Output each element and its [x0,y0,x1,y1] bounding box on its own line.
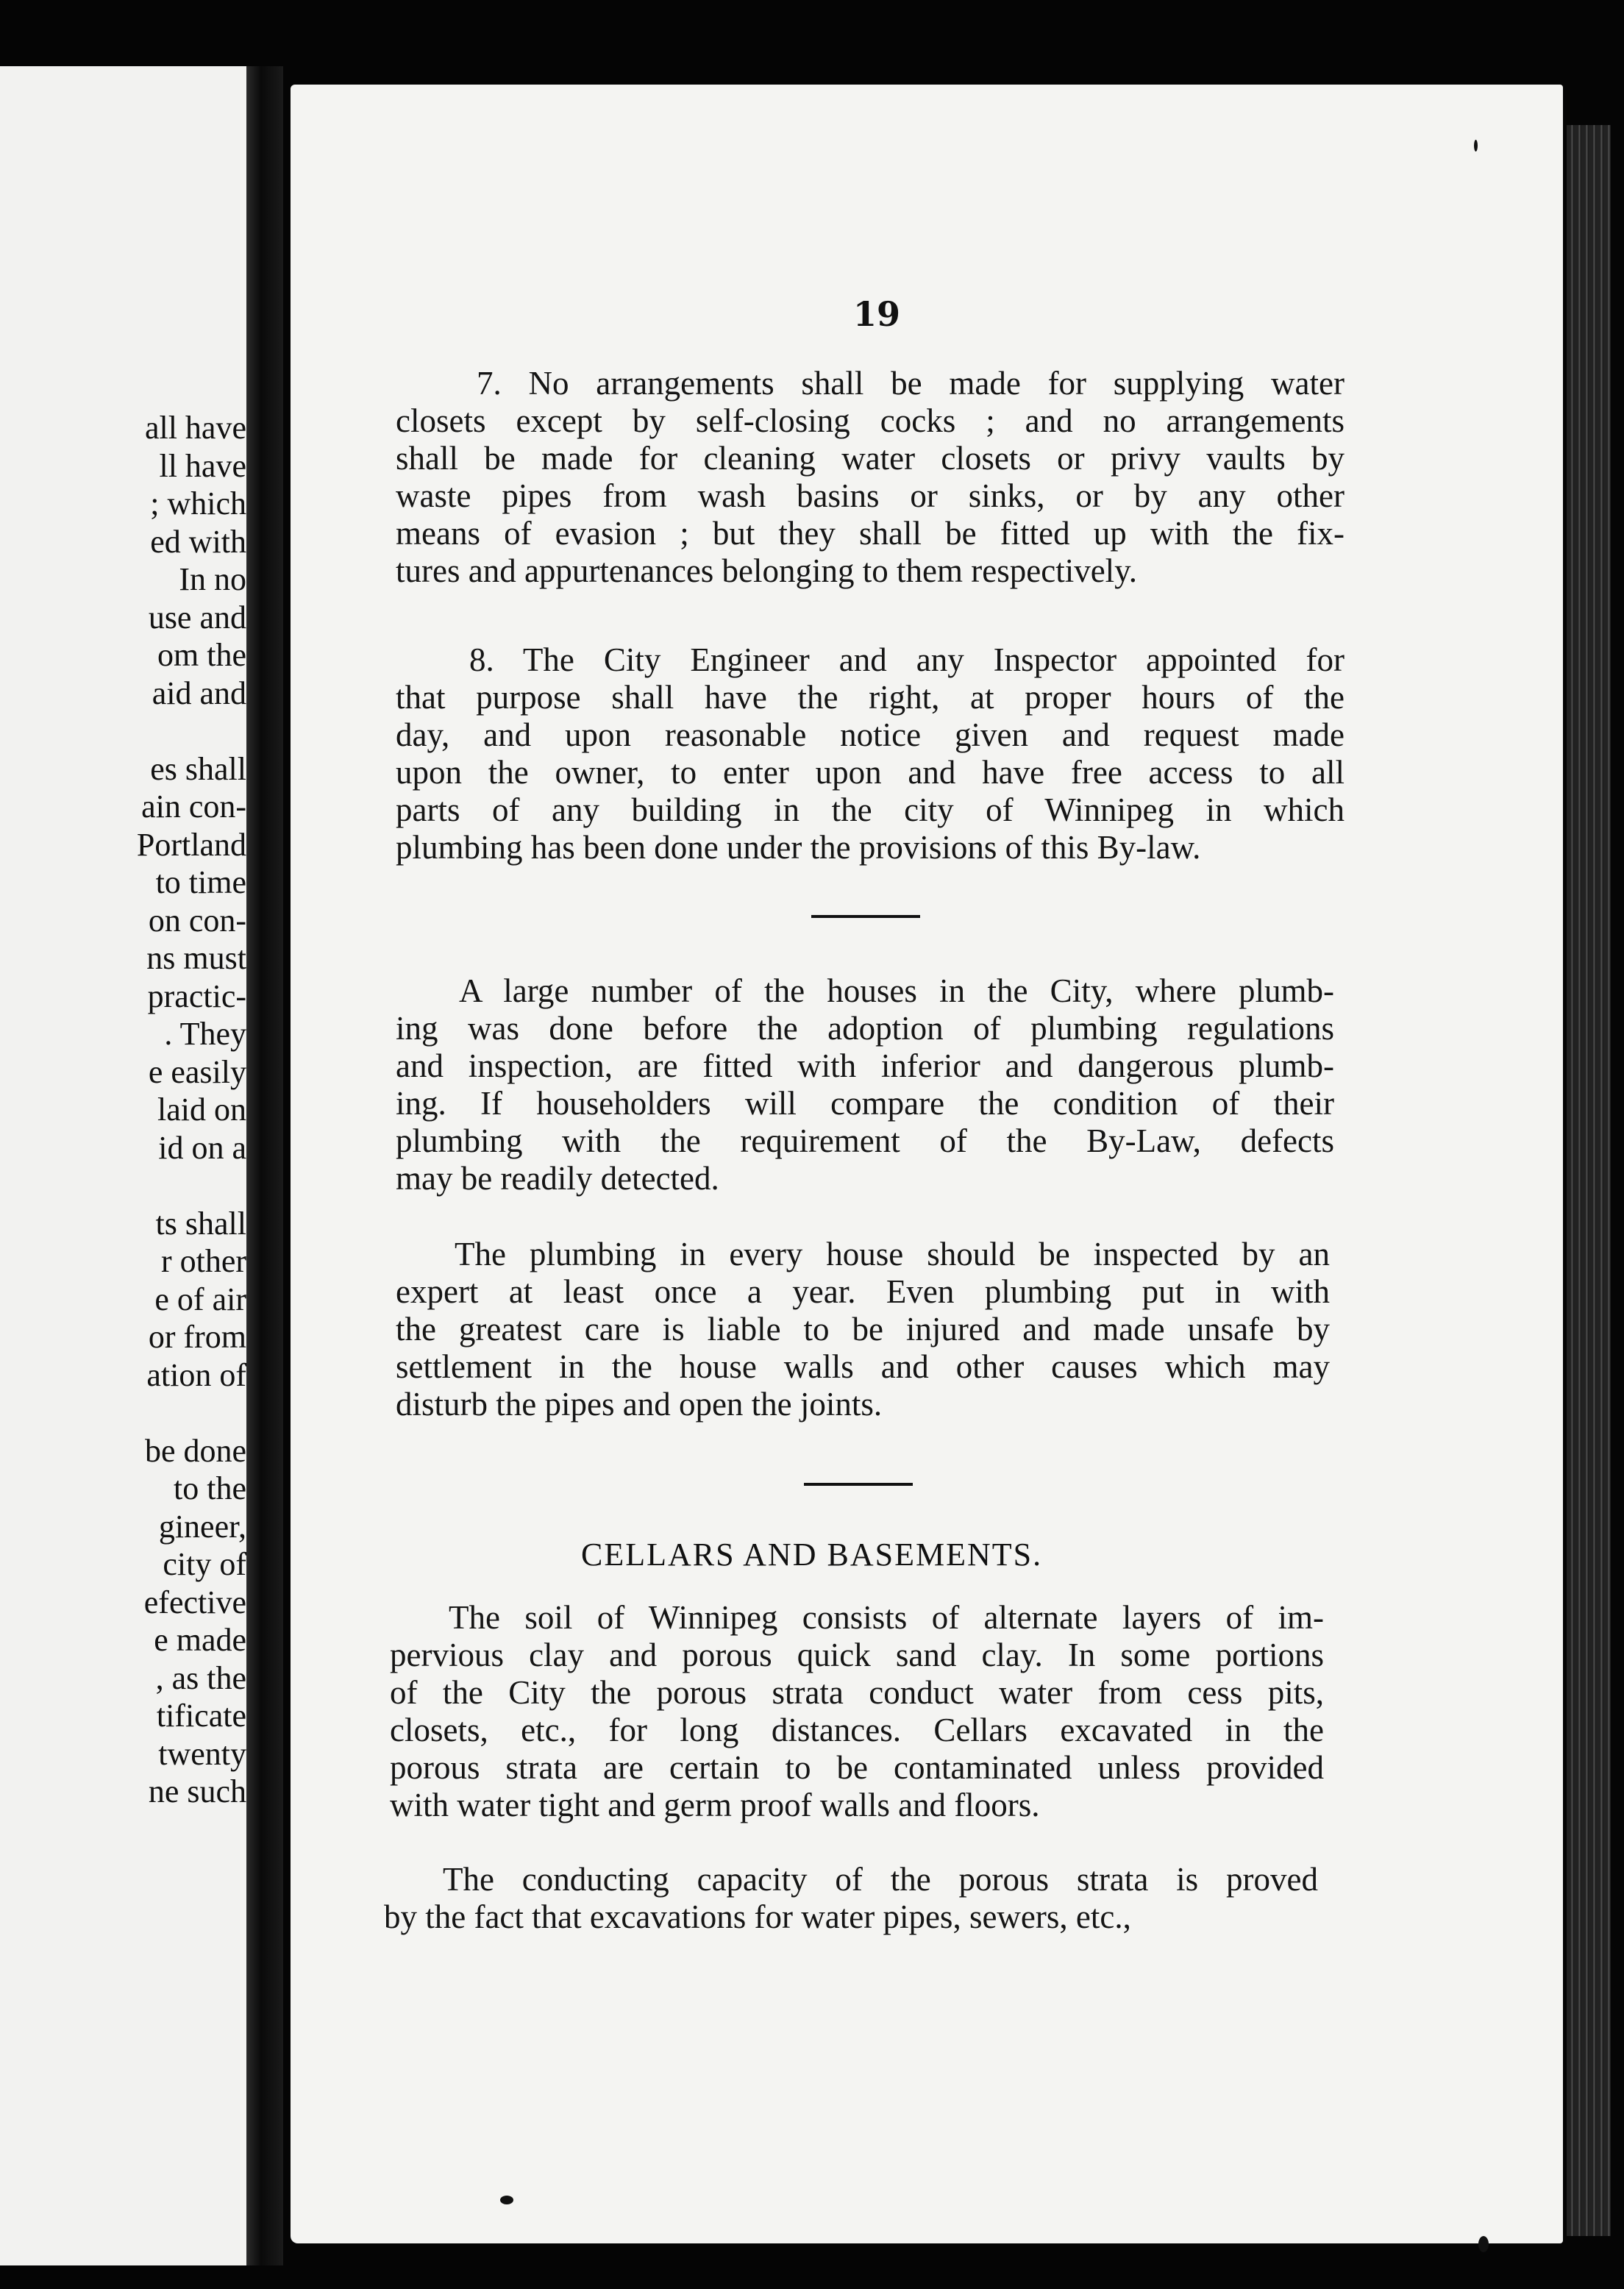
text-line: means of evasion ; but they shall be fitted up with the fix- [396,515,1345,552]
previous-page-line: ts shall [155,1205,246,1242]
text-line: parts of any building in the city of Winnipeg in which [396,791,1345,828]
previous-page-line: Portland [136,826,246,863]
previous-page-line: e easily [148,1053,246,1090]
text-line: that purpose shall have the right, at proper hours of the [396,679,1345,716]
previous-page-line: ns must [146,940,246,976]
previous-page-line: gineer, [158,1508,246,1545]
previous-page-line: , as the [155,1659,246,1696]
previous-page-line: es shall [150,750,246,787]
previous-page-line: efective [143,1584,246,1620]
text-line: disturb the pipes and open the joints. [396,1386,883,1423]
text-line: tures and appurtenances belonging to them respectively. [396,552,1137,589]
text-line: of the City the porous strata conduct water from cess pits, [390,1674,1324,1711]
paragraph-8 [396,641,1345,866]
previous-page-line: r other [160,1243,246,1279]
text-line: closets, etc., for long distances. Cellars excavated in the [390,1712,1324,1748]
scan-speck [500,2196,513,2204]
text-line: with water tight and germ proof walls and floors. [390,1787,1040,1823]
text-line: ing was done before the adoption of plumbing regulations [396,1010,1334,1047]
paragraph-soil [390,1599,1324,1824]
previous-page-line: or from [148,1319,246,1355]
text-line: may be readily detected. [396,1160,719,1197]
text-line: 7. No arrangements shall be made for supplying water [477,365,1345,402]
text-line: upon the owner, to enter upon and have free access to all [396,754,1345,791]
paragraph-houses [396,972,1334,1197]
previous-page-line: on con- [148,902,246,939]
previous-page-line: twenty [158,1735,246,1772]
previous-page-line: be done [144,1432,246,1469]
previous-page-line: . They [164,1016,246,1052]
book-spine [246,66,283,2265]
previous-page-line: aid and [152,674,246,711]
text-line: closets except by self-closing cocks ; and no arrangements [396,402,1345,439]
page-edges [1567,125,1611,2236]
previous-page-line: ne such [148,1773,246,1809]
previous-page-line: In no [179,561,246,597]
previous-page-line: ed with [150,523,246,560]
text-line: 8. The City Engineer and any Inspector appointed for [469,641,1345,678]
previous-page-line: om the [157,637,246,673]
section-divider [804,1483,913,1486]
section-divider [811,915,920,918]
paragraph-conducting [384,1861,1318,1936]
previous-page-line: to time [155,864,246,900]
text-line: shall be made for cleaning water closets or privy vaults by [396,440,1345,477]
previous-page-fragment [0,66,246,2265]
text-line: plumbing with the requirement of the By-Law, defects [396,1122,1334,1159]
text-line: expert at least once a year. Even plumbing put in with [396,1273,1330,1310]
text-line: plumbing has been done under the provisions of this By-law. [396,829,1201,866]
text-line: and inspection, are fitted with inferior and dangerous plumb- [396,1047,1334,1084]
text-line: The conducting capacity of the porous strata is proved [443,1861,1318,1898]
text-line: the greatest care is liable to be injured and made unsafe by [396,1311,1330,1348]
previous-page-line: id on a [158,1129,246,1166]
text-line: by the fact that excavations for water pipes, sewers, etc., [384,1898,1131,1935]
previous-page-line: practic- [147,978,246,1014]
text-line: settlement in the house walls and other causes which may [396,1348,1330,1385]
text-line: porous strata are certain to be contaminated unless provided [390,1749,1324,1786]
previous-page-line: ain con- [141,788,246,825]
previous-page-line: all have [144,410,246,446]
previous-page-line: e of air [154,1281,246,1317]
previous-page-line: tificate [156,1698,246,1734]
previous-page-line: e made [154,1622,246,1658]
text-line: The plumbing in every house should be inspected by an [455,1236,1330,1272]
scan-speck [1478,2236,1489,2252]
paragraph-7 [396,365,1345,590]
previous-page-line: to the [174,1470,246,1506]
previous-page-line: ; which [150,485,246,521]
text-line: The soil of Winnipeg consists of alternate layers of im- [449,1599,1324,1636]
text-line: ing. If householders will compare the condition of their [396,1085,1334,1122]
previous-page-line: ation of [146,1356,246,1393]
previous-page-line: use and [148,599,246,636]
text-line: pervious clay and porous quick sand clay. In some portions [390,1637,1324,1673]
scan-speck [1474,140,1478,152]
paragraph-inspection [396,1236,1330,1423]
page-number: 19 [853,294,901,334]
previous-page-line: ll have [159,447,246,484]
previous-page-line: laid on [157,1092,246,1128]
text-line: waste pipes from wash basins or sinks, or by any other [396,477,1345,514]
previous-page-line: city of [163,1546,246,1582]
section-heading: CELLARS AND BASEMENTS. [581,1537,1043,1573]
text-line: day, and upon reasonable notice given and request made [396,716,1345,753]
text-line: A large number of the houses in the City, where plumb- [459,972,1334,1009]
